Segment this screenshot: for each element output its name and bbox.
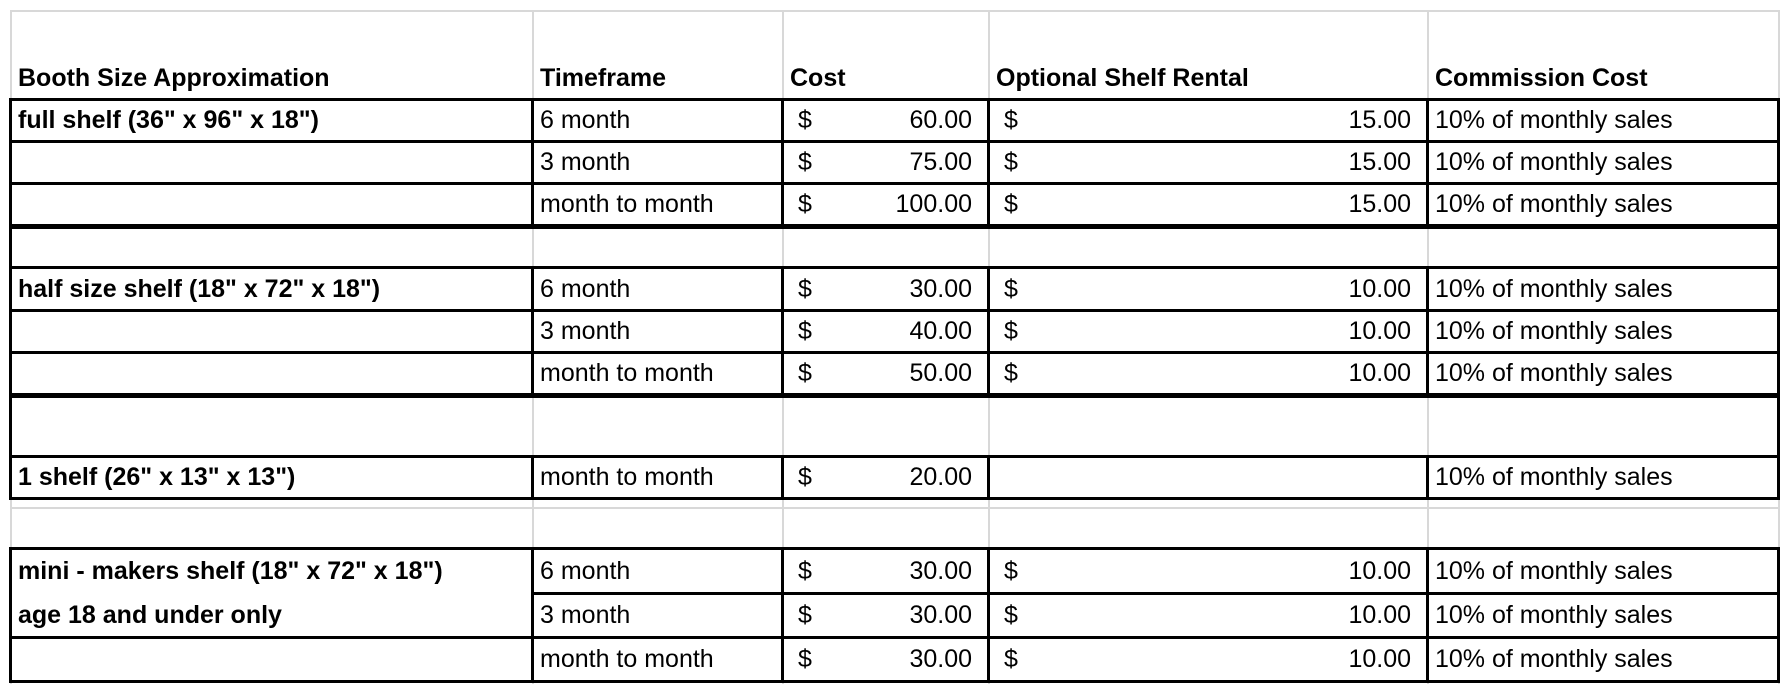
- commission-cell: 10% of monthly sales: [1435, 147, 1673, 176]
- currency-symbol: $: [1004, 358, 1018, 387]
- currency-symbol: $: [1004, 644, 1018, 673]
- timeframe-cell: 3 month: [540, 600, 631, 629]
- booth-size-cell: mini - makers shelf (18" x 72" x 18"): [18, 556, 443, 585]
- border-line: [9, 395, 12, 456]
- cost-value: 75.00: [909, 147, 972, 176]
- cost-value: 30.00: [909, 644, 972, 673]
- cost-cell: [782, 456, 988, 498]
- timeframe-cell: 6 month: [540, 556, 631, 585]
- border-line: [781, 266, 784, 397]
- shelf-rental-value: 10.00: [1348, 556, 1411, 585]
- border-line: [1426, 98, 1429, 227]
- cost-value: 30.00: [909, 600, 972, 629]
- cost-value: 50.00: [909, 358, 972, 387]
- cost-value: 60.00: [909, 105, 972, 134]
- header-commission: Commission Cost: [1435, 64, 1648, 92]
- currency-symbol: $: [798, 274, 812, 303]
- cost-value: 30.00: [909, 274, 972, 303]
- shelf-rental-cell: [988, 99, 1427, 141]
- cost-cell: [782, 352, 988, 394]
- currency-symbol: $: [1004, 274, 1018, 303]
- shelf-rental-value: 15.00: [1348, 189, 1411, 218]
- shelf-rental-value: 15.00: [1348, 147, 1411, 176]
- booth-size-cell: half size shelf (18" x 72" x 18"): [18, 274, 381, 303]
- border-line: [10, 182, 1780, 185]
- booth-size-cell: [10, 352, 532, 394]
- border-line: [10, 351, 1780, 354]
- currency-symbol: $: [798, 189, 812, 218]
- border-line: [10, 309, 1780, 312]
- shelf-rental-cell: [988, 310, 1427, 352]
- cost-cell: [782, 549, 988, 593]
- commission-cell: 10% of monthly sales: [1435, 316, 1673, 345]
- booth-size-cell: [10, 310, 532, 352]
- currency-symbol: $: [798, 358, 812, 387]
- border-line: [781, 455, 784, 500]
- border-line: [531, 547, 534, 683]
- border-line: [1777, 395, 1780, 456]
- commission-cell: 10% of monthly sales: [1435, 556, 1673, 585]
- shelf-rental-cell: [988, 141, 1427, 183]
- border-line: [10, 547, 1780, 550]
- border-line: [1777, 547, 1780, 683]
- border-line: [9, 266, 12, 397]
- shelf-rental-cell: [988, 593, 1427, 637]
- border-line: [1777, 98, 1780, 227]
- timeframe-cell: month to month: [540, 358, 714, 387]
- border-line: [531, 266, 534, 397]
- shelf-rental-value: 10.00: [1348, 600, 1411, 629]
- currency-symbol: $: [1004, 316, 1018, 345]
- timeframe-cell: month to month: [540, 189, 714, 218]
- border-line: [1426, 547, 1429, 683]
- timeframe-cell: 6 month: [540, 105, 631, 134]
- shelf-rental-cell: [988, 183, 1427, 225]
- border-line: [531, 455, 534, 500]
- cost-cell: [782, 141, 988, 183]
- border-line: [1777, 226, 1780, 268]
- cost-value: 40.00: [909, 316, 972, 345]
- border-line: [9, 547, 12, 683]
- cost-cell: [782, 593, 988, 637]
- border-line: [987, 266, 990, 397]
- border-line: [532, 592, 1780, 595]
- shelf-rental-cell: [988, 456, 1427, 498]
- currency-symbol: $: [1004, 556, 1018, 585]
- border-line: [10, 395, 1780, 398]
- pricing-sheet: [10, 10, 1780, 684]
- header-timeframe: Timeframe: [540, 64, 666, 92]
- border-line: [9, 226, 12, 268]
- commission-cell: 10% of monthly sales: [1435, 358, 1673, 387]
- cost-cell: [782, 99, 988, 141]
- booth-size-cell: [10, 637, 532, 681]
- border-line: [987, 547, 990, 683]
- shelf-rental-cell: [988, 637, 1427, 681]
- timeframe-cell: month to month: [540, 462, 714, 491]
- cost-cell: [782, 183, 988, 225]
- booth-size-cell: full shelf (36" x 96" x 18"): [18, 105, 319, 134]
- border-line: [1777, 455, 1780, 500]
- commission-cell: 10% of monthly sales: [1435, 600, 1673, 629]
- border-line: [9, 455, 12, 500]
- header-booth-size: Booth Size Approximation: [18, 64, 330, 92]
- shelf-rental-value: 10.00: [1348, 358, 1411, 387]
- border-line: [531, 98, 534, 227]
- timeframe-cell: 6 month: [540, 274, 631, 303]
- currency-symbol: $: [1004, 600, 1018, 629]
- currency-symbol: $: [798, 644, 812, 673]
- header-cost: Cost: [790, 64, 846, 92]
- cost-cell: [782, 310, 988, 352]
- border-line: [1777, 266, 1780, 397]
- border-line: [10, 455, 1780, 458]
- commission-cell: 10% of monthly sales: [1435, 274, 1673, 303]
- currency-symbol: $: [1004, 147, 1018, 176]
- shelf-rental-cell: [988, 352, 1427, 394]
- border-line: [10, 226, 1780, 229]
- commission-cell: 10% of monthly sales: [1435, 644, 1673, 673]
- shelf-rental-value: 15.00: [1348, 105, 1411, 134]
- cost-value: 20.00: [909, 462, 972, 491]
- currency-symbol: $: [798, 556, 812, 585]
- cost-cell: [782, 637, 988, 681]
- border-line: [1426, 266, 1429, 397]
- border-line: [781, 547, 784, 683]
- booth-size-cell: [10, 141, 532, 183]
- border-line: [10, 636, 1780, 639]
- cost-cell: [782, 268, 988, 310]
- currency-symbol: $: [1004, 189, 1018, 218]
- border-line: [1426, 455, 1429, 500]
- currency-symbol: $: [798, 600, 812, 629]
- shelf-rental-value: 10.00: [1348, 316, 1411, 345]
- timeframe-cell: month to month: [540, 644, 714, 673]
- currency-symbol: $: [798, 462, 812, 491]
- booth-size-cell: age 18 and under only: [18, 600, 282, 629]
- commission-cell: 10% of monthly sales: [1435, 462, 1673, 491]
- shelf-rental-cell: [988, 268, 1427, 310]
- border-line: [10, 98, 1780, 101]
- border-line: [10, 680, 1780, 683]
- timeframe-cell: 3 month: [540, 316, 631, 345]
- grid-line: [10, 507, 1780, 509]
- commission-cell: 10% of monthly sales: [1435, 189, 1673, 218]
- border-line: [10, 266, 1780, 269]
- currency-symbol: $: [1004, 105, 1018, 134]
- border-line: [9, 98, 12, 227]
- timeframe-cell: 3 month: [540, 147, 631, 176]
- currency-symbol: $: [798, 316, 812, 345]
- border-line: [781, 98, 784, 227]
- shelf-rental-cell: [988, 549, 1427, 593]
- commission-cell: 10% of monthly sales: [1435, 105, 1673, 134]
- currency-symbol: $: [798, 105, 812, 134]
- border-line: [987, 455, 990, 500]
- booth-size-cell: 1 shelf (26" x 13" x 13"): [18, 462, 296, 491]
- border-line: [10, 140, 1780, 143]
- cost-value: 100.00: [895, 189, 972, 218]
- currency-symbol: $: [798, 147, 812, 176]
- border-line: [10, 497, 1780, 500]
- shelf-rental-value: 10.00: [1348, 644, 1411, 673]
- shelf-rental-value: 10.00: [1348, 274, 1411, 303]
- booth-size-cell: [10, 183, 532, 225]
- border-line: [987, 98, 990, 227]
- header-shelf-rental: Optional Shelf Rental: [996, 64, 1249, 92]
- cost-value: 30.00: [909, 556, 972, 585]
